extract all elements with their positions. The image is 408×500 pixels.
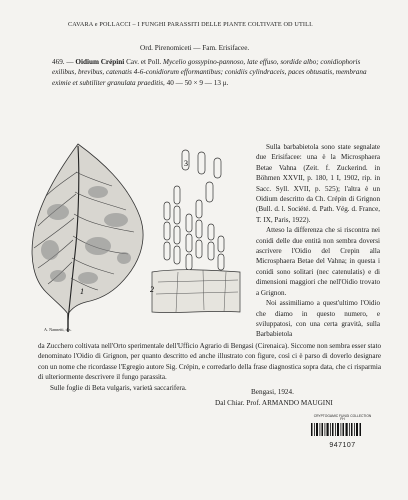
species-name: Oidium Crépini — [75, 58, 125, 66]
barcode-number: 947107 — [329, 441, 356, 449]
barcode-icon — [311, 423, 361, 436]
collector-signature: Dal Chiar. Prof. ARMANDO MAUGINI — [215, 399, 333, 407]
place-date: Bengasi, 1924. — [251, 388, 294, 396]
herbarium-stamp — [311, 415, 374, 457]
paragraph: Sulla barbabietola sono state segnalate due Erisifacee: una è la Microsphaera Betae Vahna (Zeit. f. Zuckerind. in Böhmen XXVII, p. 180, 1 I, 1902, rip. in Sacc. Syll. XVII, p. 525); l'altra è un Oidium descritto da Ch. Crépin di Grignon (Bull. d. l. Société. d. Path. Vég. d. France, T. IX, Paris, 1922). — [256, 143, 380, 224]
figure-label-1: 1 — [80, 287, 84, 296]
conidia-drawing — [182, 150, 221, 202]
leaf-drawing — [32, 144, 143, 332]
species-authors: Cav. et Poll. — [126, 58, 162, 66]
order-family-line: Ord. Pirenomiceti — Fam. Erisifacee. — [140, 44, 250, 52]
paragraph: da Zucchero coltivata nell'Orto sperimentale dell'Ufficio Agrario di Bengasi (Cirenaica). Siccome non sembra esser stato denominato l'Oidio di Grignon, per quanto descritto ed anche illustrato con figure, così ci è parso di doverlo designare con un nome che ricordasse l'Egregio autore Sig. Crépin, e corredarlo della frase diagnostica sopra data, che ci risparmia di ulteriormente descrivere il fungo parassita. — [38, 342, 382, 382]
conidia-measurement: 40 — 50 × 9 — 13 μ. — [166, 78, 229, 87]
illustrator-credit: A. Nannetti, dis. — [44, 327, 72, 332]
running-header: CAVARA e POLLACCI – I FUNGHI PARASSITI DELLE PIANTE COLTIVATE OD UTILI. — [68, 21, 313, 28]
species-entry — [52, 57, 382, 88]
right-column-text — [256, 142, 380, 340]
figure-label-3: 3 — [184, 159, 188, 168]
latin-diagnosis: Mycelio gossypino-pannoso, late effuso, sordide albo; conidiophoris exilibus, brevibus, catenatis 4-6-conidiorum efformantibus; conidiis cylindraceis, paces obtusatis, membrana eximie et subtiliter granulata praeditis, — [52, 58, 367, 87]
bottom-text — [38, 341, 381, 393]
entry-number: 469. — — [52, 58, 74, 66]
botanical-illustration — [28, 142, 248, 337]
paragraph: Noi assimiliamo a quest'ultimo l'Oidio che diamo in questo numero, e sviluppatosi, con una certa gravità, sulla Barbabietola — [256, 299, 380, 339]
conidiophores-drawing — [152, 186, 240, 313]
figure-label-2: 2 — [150, 285, 154, 294]
paragraph: Atteso la differenza che si riscontra nei conidi delle due entità non sembra doversi ascrivere l'Oidio del Crepin alla Microsphaera Betae del Vahna; in questa i conidi sono solitari (nec catenulatis) e di dimensioni maggiori che nell'Oidio trovato a Grignon. — [256, 226, 380, 297]
stamp-line-2: FH — [340, 417, 345, 422]
host-line: Sulle foglie di Beta vulgaris, varietà saccarifera. — [50, 383, 187, 392]
stamp-line-1: CRYPTOGAMIC FUNGI COLLECTION — [313, 414, 372, 418]
